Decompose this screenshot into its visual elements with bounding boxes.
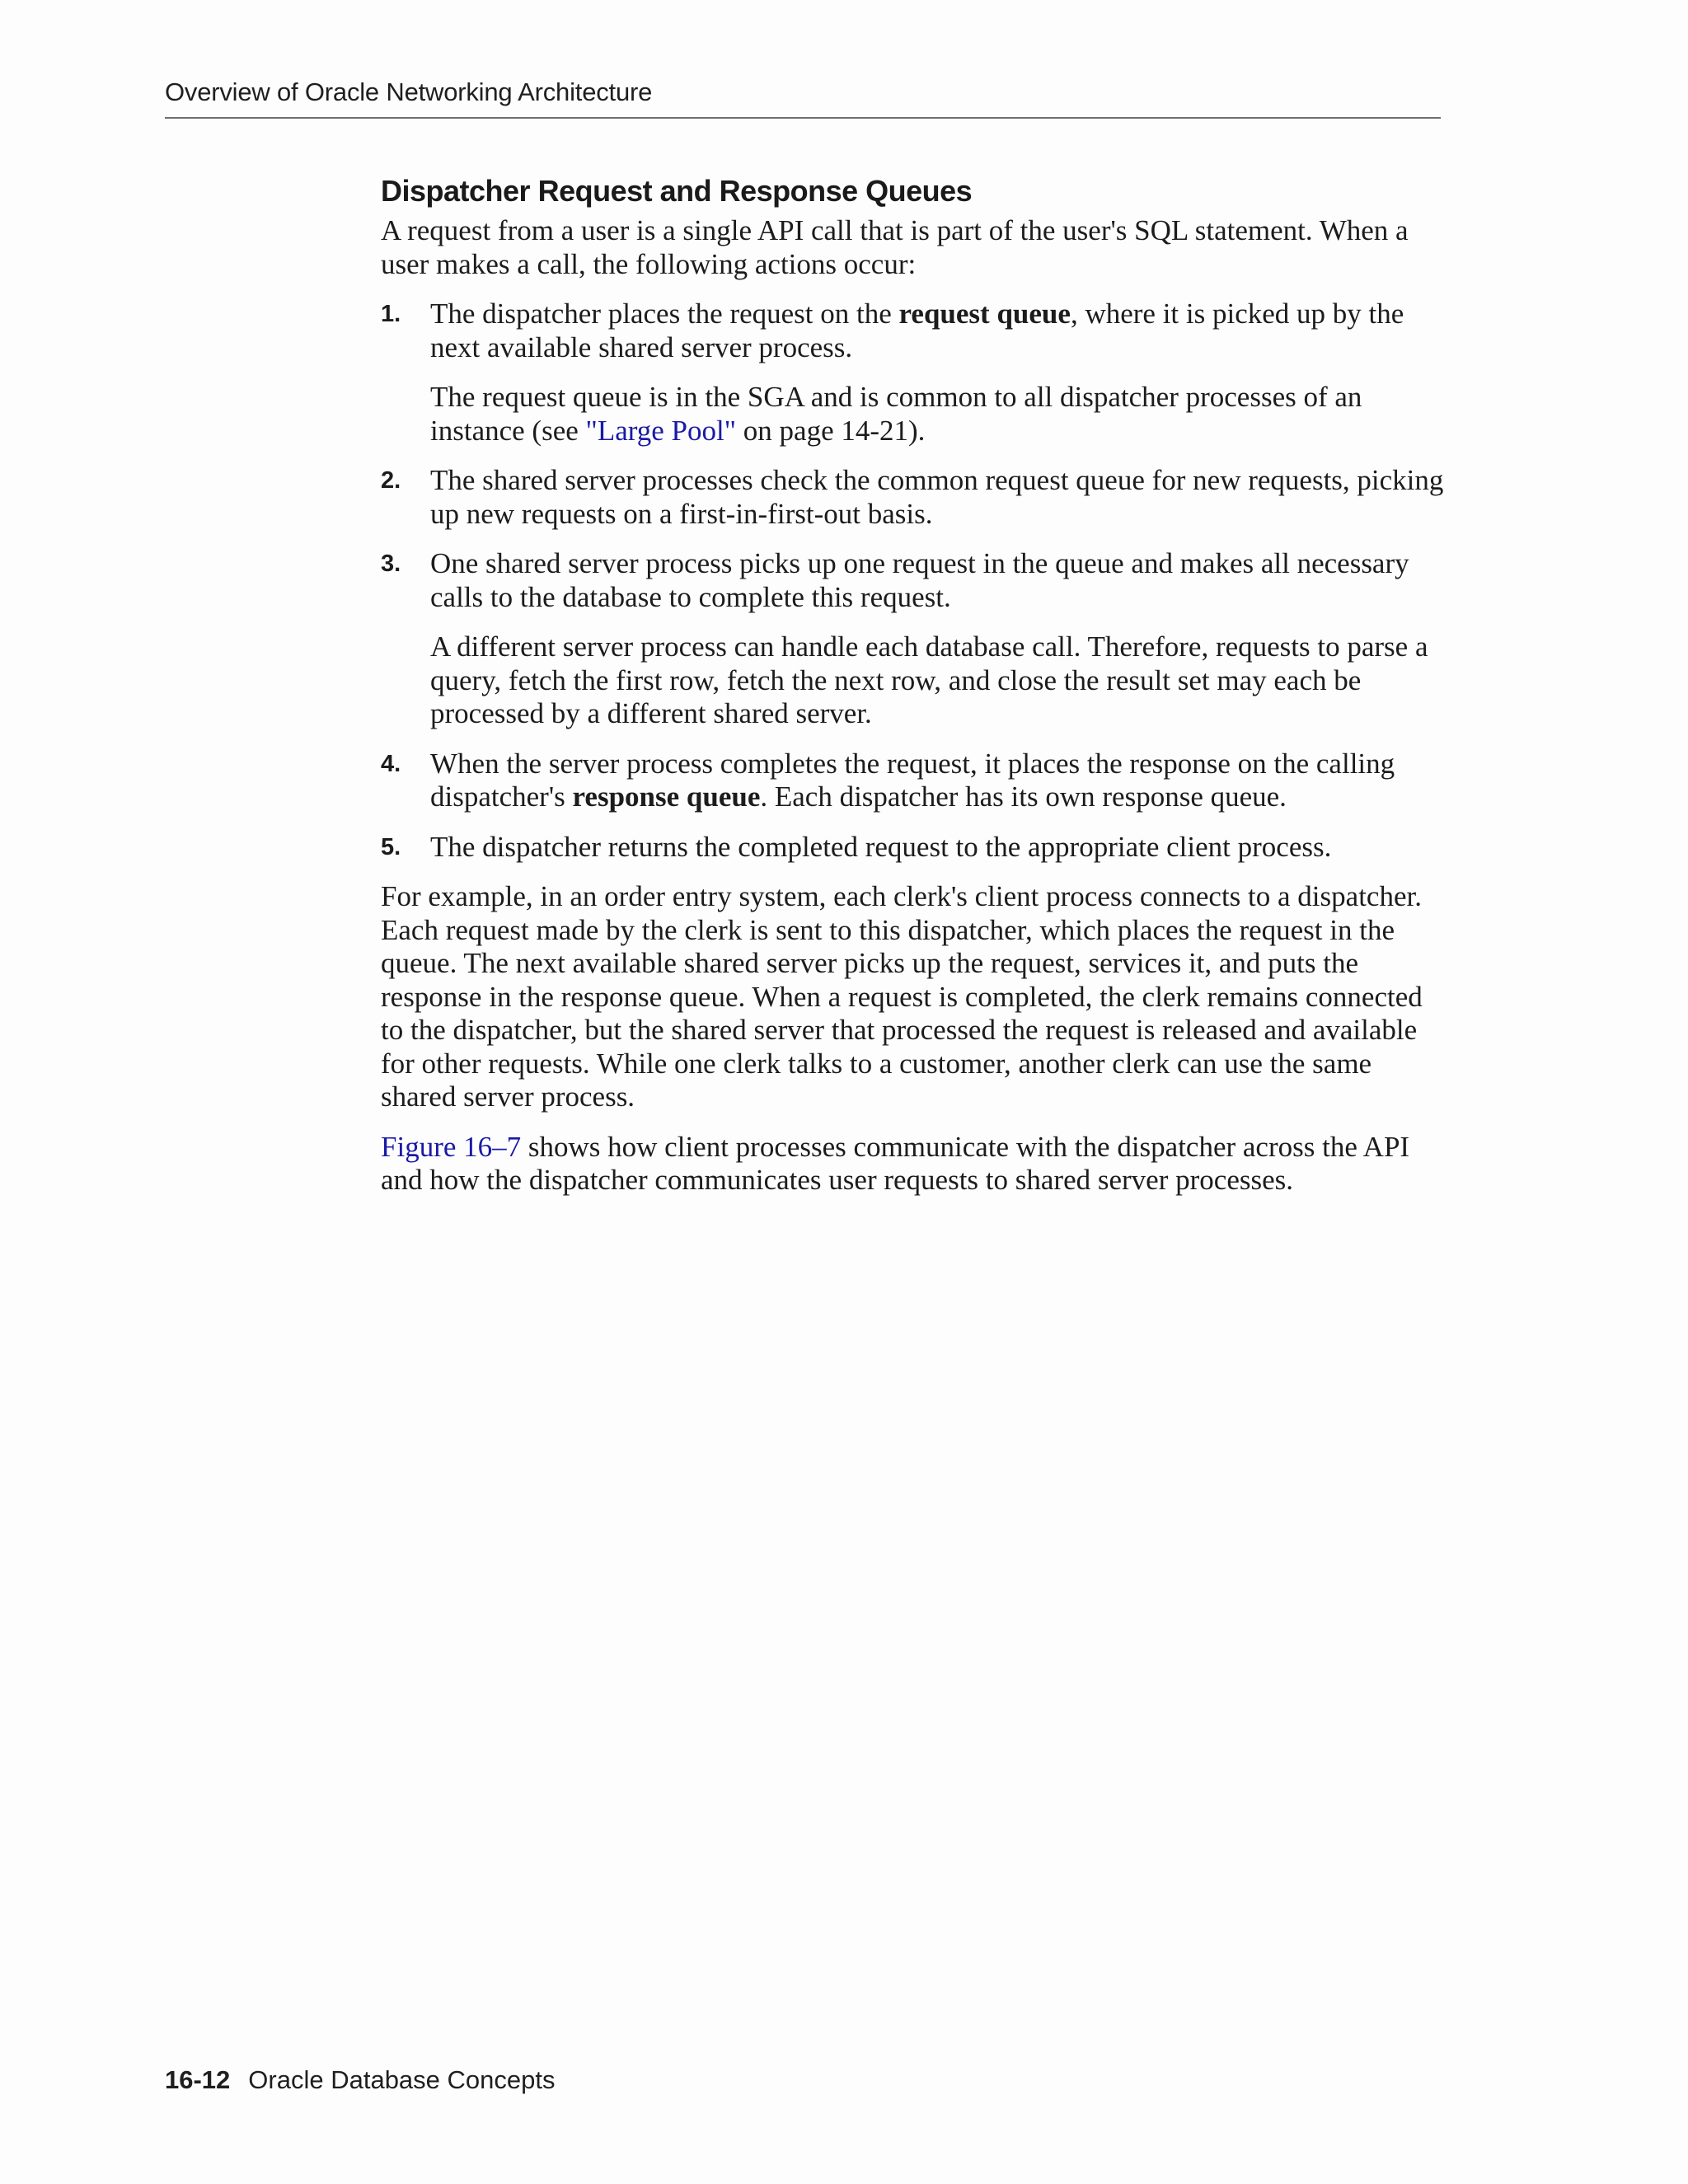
- section-heading: Dispatcher Request and Response Queues: [381, 174, 973, 208]
- step-4-text: When the server process completes the request, it places the response on the calling dispatcher's: [430, 747, 1395, 813]
- figure-16-7-link[interactable]: Figure 16–7: [381, 1130, 522, 1163]
- step-5-paragraph: The dispatcher returns the completed request to the appropriate client process.: [430, 830, 1332, 863]
- step-3-paragraph: One shared server process picks up one request in the queue and makes all necessary calls to the database to complete this request.: [430, 547, 1409, 613]
- action-steps-list: [381, 298, 1444, 864]
- figure-reference-paragraph: [381, 1131, 1444, 1197]
- step-4-paragraph: [430, 748, 1444, 814]
- step-number: 4.: [381, 750, 401, 777]
- large-pool-link[interactable]: "Large Pool": [585, 414, 737, 447]
- step-number: 2.: [381, 467, 401, 494]
- step-number: 3.: [381, 551, 401, 577]
- figure-reference-text: shows how client processes communicate with the dispatcher across the API and how the dispatcher communicates user requests to shared server processes.: [381, 1130, 1410, 1196]
- step-1-note: [430, 381, 1444, 448]
- list-item-step-3: [381, 547, 1444, 731]
- running-header: Overview of Oracle Networking Architecture: [165, 74, 1441, 119]
- step-1-note-text: The request queue is in the SGA and is common to all dispatcher processes of an instance (see: [430, 381, 1362, 447]
- step-2-paragraph: The shared server processes check the common request queue for new requests, picking up new requests on a first-in-first-out basis.: [430, 464, 1444, 530]
- request-queue-term: request queue: [898, 298, 1071, 330]
- example-paragraph: For example, in an order entry system, each clerk's client process connects to a dispatcher. Each request made by the clerk is sent to this dispatcher, which places the request in the queue. The next available shared server picks up the request, services it, and puts the response in the response queue. When a request is completed, the clerk remains connected to the dispatcher, but the shared server that processed the request is released and available for other requests. While one clerk talks to a customer, another clerk can use the same shared server process.: [381, 880, 1423, 1113]
- intro-paragraph: A request from a user is a single API call that is part of the user's SQL statement. When a user makes a call, the following actions occur:: [381, 214, 1409, 280]
- step-3-note: A different server process can handle each database call. Therefore, requests to parse a query, fetch the first row, fetch the next row, and close the result set may each be processed by a different shared server.: [430, 630, 1428, 729]
- step-1-text: The dispatcher places the request on the: [430, 298, 899, 330]
- step-1-text-end: , where it is picked up by the next available shared server process.: [430, 298, 1404, 363]
- list-item-step-5: [381, 831, 1444, 865]
- step-1-paragraph: [430, 298, 1444, 364]
- step-number: 1.: [381, 301, 401, 327]
- list-item-step-1: [381, 298, 1444, 448]
- page-footer: [165, 2062, 556, 2098]
- list-item-step-2: [381, 464, 1444, 531]
- step-1-note-text-end: on page 14-21).: [736, 414, 926, 447]
- page-number: 16-12: [165, 2065, 231, 2094]
- book-title: Oracle Database Concepts: [248, 2065, 556, 2094]
- step-4-text-end: . Each dispatcher has its own response queue.: [760, 780, 1287, 813]
- page-content: [381, 171, 1444, 1214]
- step-number: 5.: [381, 833, 401, 860]
- response-queue-term: response queue: [572, 780, 761, 813]
- list-item-step-4: [381, 748, 1444, 814]
